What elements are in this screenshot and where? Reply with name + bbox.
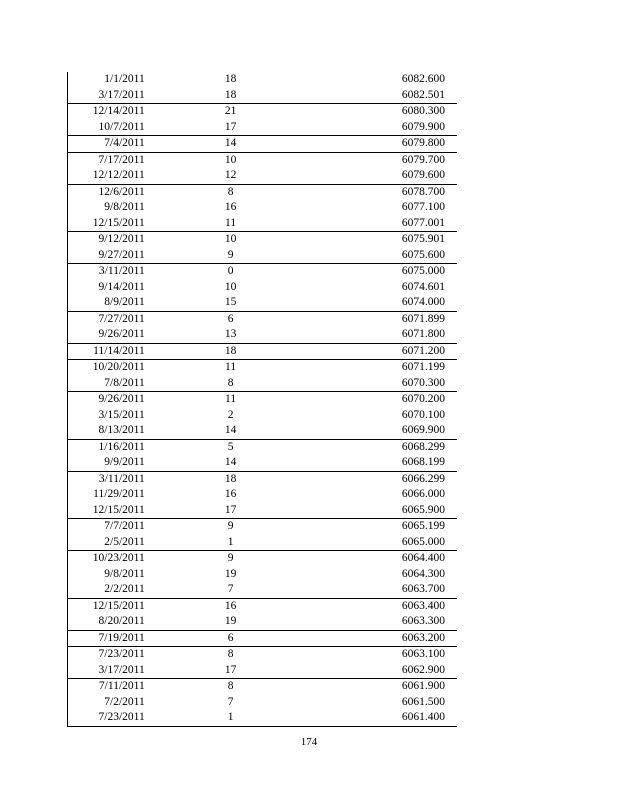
table-row (68, 295, 458, 311)
count-cell: 17 (224, 120, 237, 133)
count-cell: 9 (145, 519, 335, 535)
table-row (68, 327, 458, 343)
value-cell: 6077.100 (401, 201, 445, 213)
count-cell: 9 (145, 551, 335, 567)
table-row (68, 392, 458, 408)
date-cell: 9/14/2011 (98, 280, 145, 293)
table-body (68, 72, 458, 726)
date-cell: 11/29/2011 (93, 488, 145, 500)
table-row (68, 343, 458, 360)
table-row (68, 679, 458, 695)
table-row (68, 567, 458, 583)
date-cell: 7/2/2011 (104, 695, 145, 708)
count-cell: 10 (145, 232, 335, 248)
date-cell: 3/15/2011 (98, 408, 145, 421)
value-cell: 6071.899 (334, 311, 457, 327)
count-cell: 9 (227, 248, 234, 261)
value-cell: 6082.600 (401, 73, 445, 85)
count-cell: 14 (145, 136, 335, 153)
date-cell: 9/26/2011 (98, 328, 145, 340)
table-row (68, 200, 458, 216)
value-cell: 6065.199 (334, 519, 457, 535)
table-row (68, 360, 458, 376)
date-cell: 9/12/2011 (68, 232, 145, 248)
date-cell: 7/19/2011 (68, 630, 145, 647)
date-cell: 3/11/2011 (68, 471, 145, 487)
table-row (68, 439, 458, 455)
table-row (68, 104, 458, 120)
value-cell: 6063.700 (401, 583, 445, 595)
value-cell: 6066.299 (334, 471, 457, 487)
value-cell: 6066.000 (401, 488, 445, 500)
value-cell: 6061.400 (401, 711, 445, 723)
table-row (68, 88, 458, 104)
table-row (68, 598, 458, 614)
table-row (68, 152, 458, 168)
page-number: 174 (300, 736, 318, 748)
date-cell: 12/12/2011 (92, 169, 145, 181)
table-row (68, 232, 458, 248)
table-row (68, 471, 458, 487)
table-row (68, 136, 458, 153)
date-cell: 7/8/2011 (104, 376, 145, 389)
date-cell: 7/27/2011 (68, 311, 145, 327)
count-cell: 16 (224, 201, 237, 213)
value-cell: 6062.900 (401, 663, 445, 676)
data-table (67, 72, 457, 727)
value-cell: 6063.200 (334, 630, 457, 647)
count-cell: 13 (224, 328, 237, 340)
table-row (68, 582, 458, 598)
table-row (68, 535, 458, 551)
date-cell: 1/1/2011 (104, 73, 145, 85)
table-row (68, 184, 458, 200)
table-row (68, 519, 458, 535)
value-cell: 6063.300 (401, 615, 445, 627)
count-cell: 14 (224, 456, 237, 468)
date-cell: 9/26/2011 (68, 392, 145, 408)
value-cell: 6070.100 (401, 408, 445, 421)
table-row (68, 216, 458, 232)
table-row (68, 503, 458, 519)
value-cell: 6063.100 (334, 647, 457, 663)
value-cell: 6064.400 (334, 551, 457, 567)
value-cell: 6070.200 (334, 392, 457, 408)
value-cell: 6075.600 (401, 248, 445, 261)
date-cell: 3/17/2011 (98, 663, 145, 676)
table-row (68, 280, 458, 296)
table-row (68, 614, 458, 630)
value-cell: 6074.000 (401, 296, 445, 308)
value-cell: 6061.900 (334, 679, 457, 695)
table-row (68, 408, 458, 424)
date-cell: 7/4/2011 (68, 136, 145, 153)
count-cell: 8 (145, 184, 335, 200)
table-row (68, 248, 458, 264)
value-cell: 6065.000 (401, 535, 445, 548)
count-cell: 2 (227, 408, 234, 421)
date-cell: 2/2/2011 (104, 583, 145, 595)
date-cell: 12/6/2011 (68, 184, 145, 200)
table-row (68, 423, 458, 439)
date-cell: 7/11/2011 (68, 679, 145, 695)
date-cell: 2/5/2011 (104, 535, 145, 548)
count-cell: 10 (145, 152, 335, 168)
table-row (68, 72, 458, 88)
count-cell: 21 (145, 104, 335, 120)
value-cell: 6065.900 (401, 503, 445, 516)
count-cell: 18 (145, 471, 335, 487)
value-cell: 6063.400 (334, 598, 457, 614)
count-cell: 6 (145, 311, 335, 327)
date-cell: 9/9/2011 (104, 456, 145, 468)
value-cell: 6080.300 (334, 104, 457, 120)
value-cell: 6077.001 (401, 216, 445, 229)
count-cell: 16 (224, 488, 237, 500)
count-cell: 17 (224, 663, 237, 676)
table-row (68, 455, 458, 471)
value-cell: 6079.700 (334, 152, 457, 168)
count-cell: 1 (227, 711, 234, 723)
count-cell: 6 (145, 630, 335, 647)
date-cell: 12/15/2011 (92, 216, 145, 229)
count-cell: 19 (224, 567, 237, 580)
count-cell: 8 (145, 679, 335, 695)
count-cell: 15 (224, 296, 237, 308)
table-row (68, 647, 458, 663)
date-cell: 10/20/2011 (68, 360, 145, 376)
date-cell: 12/15/2011 (68, 598, 145, 614)
count-cell: 16 (145, 598, 335, 614)
date-cell: 12/15/2011 (92, 503, 145, 516)
value-cell: 6061.500 (401, 695, 445, 708)
count-cell: 18 (224, 88, 237, 101)
count-cell: 14 (224, 424, 237, 436)
date-cell: 7/23/2011 (68, 647, 145, 663)
count-cell: 18 (224, 73, 237, 85)
table-row (68, 168, 458, 184)
count-cell: 19 (224, 615, 237, 627)
value-cell: 6079.900 (401, 120, 445, 133)
value-cell: 6071.199 (334, 360, 457, 376)
count-cell: 12 (224, 169, 237, 181)
count-cell: 17 (224, 503, 237, 516)
table-row (68, 551, 458, 567)
value-cell: 6079.600 (401, 169, 445, 181)
value-cell: 6071.200 (334, 343, 457, 360)
count-cell: 0 (145, 264, 335, 280)
table-row (68, 487, 458, 503)
value-cell: 6070.300 (401, 376, 445, 389)
table-row (68, 630, 458, 647)
date-cell: 12/14/2011 (68, 104, 145, 120)
date-cell: 10/23/2011 (68, 551, 145, 567)
date-cell: 7/23/2011 (98, 711, 145, 723)
date-cell: 1/16/2011 (68, 439, 145, 455)
count-cell: 11 (145, 392, 335, 408)
table-row (68, 695, 458, 711)
count-cell: 10 (224, 280, 237, 293)
table-row (68, 710, 458, 726)
value-cell: 6068.299 (334, 439, 457, 455)
date-cell: 10/7/2011 (98, 120, 145, 133)
count-cell: 11 (145, 360, 335, 376)
date-cell: 7/7/2011 (68, 519, 145, 535)
value-cell: 6068.199 (401, 456, 445, 468)
value-cell: 6075.000 (334, 264, 457, 280)
date-cell: 9/8/2011 (104, 567, 145, 580)
value-cell: 6078.700 (334, 184, 457, 200)
date-cell: 9/8/2011 (104, 201, 145, 213)
table-row (68, 264, 458, 280)
count-cell: 8 (145, 647, 335, 663)
value-cell: 6079.800 (334, 136, 457, 153)
value-cell: 6074.601 (401, 280, 445, 293)
count-cell: 1 (227, 535, 234, 548)
date-cell: 8/9/2011 (104, 296, 145, 308)
count-cell: 7 (227, 583, 234, 595)
table-row (68, 663, 458, 679)
value-cell: 6069.900 (401, 424, 445, 436)
count-cell: 5 (145, 439, 335, 455)
count-cell: 7 (227, 695, 234, 708)
count-cell: 18 (145, 343, 335, 360)
date-cell: 3/17/2011 (98, 88, 145, 101)
date-cell: 8/20/2011 (98, 615, 145, 627)
date-cell: 8/13/2011 (98, 424, 145, 436)
value-cell: 6075.901 (334, 232, 457, 248)
count-cell: 8 (227, 376, 234, 389)
table-row (68, 376, 458, 392)
date-cell: 9/27/2011 (98, 248, 145, 261)
date-cell: 11/14/2011 (68, 343, 145, 360)
count-cell: 11 (225, 216, 237, 229)
table-row (68, 120, 458, 136)
date-cell: 7/17/2011 (68, 152, 145, 168)
date-cell: 3/11/2011 (68, 264, 145, 280)
value-cell: 6071.800 (401, 328, 445, 340)
value-cell: 6064.300 (401, 567, 445, 580)
table-row (68, 311, 458, 327)
value-cell: 6082.501 (401, 88, 445, 101)
